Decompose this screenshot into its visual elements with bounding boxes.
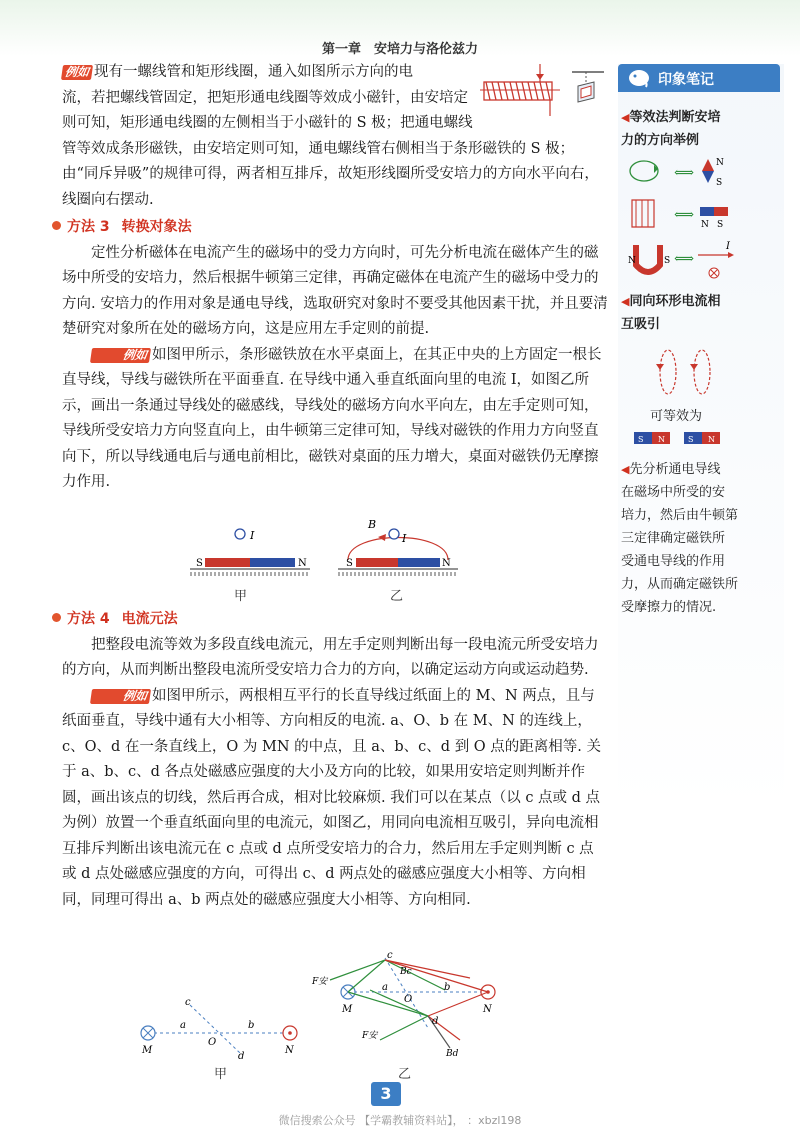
chapter-title: 第一章 安培力与洛伦兹力: [321, 42, 478, 57]
magnet-figure-jia: [190, 520, 310, 602]
example-3: 例如 如图甲所示，两根相互平行的长直导线过纸面上的 M、N 两点，且与纸面垂直，导线中通有大小相等、方向相反的电流. a、O、b 在 M、N 的连线上，c、O、d 在一条直线上，O 为 MN 的中点，且 a、b、c、d 到 O 点的距离相等. 关于 a、b、c、d 各点处磁感应强度的大小及方向的比较，如果用安培定则判断并作圆，画出该点的切线，然后再合成，相对比较麻烦. 我们可以在某点（以 c 点或 d 点为例）放置一个垂直纸面向里的电流元，如图乙，用同向电流相互吸引，异向电流相互排斥判断出该电流元在 c 点或 d 点所受安培力的合力，然后用左手定则判断 c 点或 d 点处磁感应强度的方向，可得出 c、d 两点处的磁感应强度大小相等、方向相同，同理可得出 a、b 两点处的磁感应强度大小相等、方向相同.: [62, 687, 602, 908]
svg-text:⟺: ⟺: [674, 251, 695, 267]
example-1-line4: 管等效成条形磁铁，由安培定则可知，通电螺线管右侧相当于条形磁铁的 S 极；由“同斥异吸”的规律可得，两者相互排斥，故矩形线圈所受安培力的方向水平向右，线圈向右摆动.: [62, 140, 599, 208]
note-2-heading: ◀同向环形电流相 互吸引: [621, 294, 721, 332]
pole-n-label: N: [628, 256, 636, 266]
point-b: b: [444, 982, 451, 993]
pole-n-label: N: [442, 558, 451, 569]
triangle-icon: ◀: [621, 463, 630, 476]
svg-text:⟺: ⟺: [674, 165, 695, 181]
equivalence-diagrams: [628, 155, 778, 290]
example-tag: 例如: [90, 348, 151, 363]
method-4-section: [62, 605, 608, 913]
method-3-heading: 方法 3 转换对象法: [52, 215, 608, 241]
page-number: 3: [371, 1082, 401, 1106]
force-label-1: F安: [312, 977, 328, 987]
field-label: B: [368, 518, 377, 531]
pole-n-label: N: [298, 558, 307, 569]
example-1: 例如 现有一螺线管和矩形线圈，通入如图所示方向的电: [62, 60, 478, 86]
bullet-icon: [52, 221, 61, 230]
pole-n-label: N: [716, 158, 724, 168]
note-1-heading: ◀等效法判断安培 力的方向举例: [621, 110, 721, 148]
sidebar-title: 印象笔记: [658, 72, 714, 88]
main-content: [62, 60, 608, 496]
method-3-paragraph: 定性分析磁体在电流产生的磁场中的受力方向时，可先分析电流在磁体产生的磁场中所受的安培力，然后根据牛顿第三定律，再确定磁体在电流产生的磁场中受力的方向. 安培力的作用对象是通电导线，选取研究对象时不要受其他因素干扰，并且要清楚研究对象所在处的磁场方向，这是应用左手定则的前提.: [62, 244, 608, 337]
pole-n-label: N: [658, 435, 665, 444]
wires-figure-jia: [130, 995, 310, 1060]
force-label-2: F安: [362, 1031, 378, 1041]
point-o: O: [208, 1037, 217, 1048]
pole-s-label: S: [196, 558, 203, 569]
ring-currents-diagram: [650, 345, 720, 400]
example-2: 例如 如图甲所示，条形磁铁放在水平桌面上，在其正中央的上方固定一根长直导线，导线与磁铁所在平面垂直. 在导线中通入垂直纸面向里的电流 I，如图乙所示，画出一条通过导线处的磁感线，导线处的磁场方向水平向左，由左手定则可知，导线所受安培力方向竖直向上，由牛顿第三定律可知，导线对磁铁的作用力方向竖直向下，所以导线通电后与通电前相比，磁铁对桌面的压力增大，桌面对磁铁仍无摩擦力作用.: [62, 346, 602, 490]
method-4-paragraph: 把整段电流等效为多段直线电流元，用左手定则判断出每一段电流元所受安培力的方向，从而判断出整段电流所受安培力合力的方向，以确定运动方向或运动趋势.: [62, 636, 599, 678]
point-d: d: [238, 1051, 245, 1060]
point-c: c: [387, 950, 393, 961]
example-1-line2: 流，若把螺线管固定，把矩形通电线圈等效成小磁针，由安培定: [62, 89, 468, 106]
pole-s-label: S: [717, 220, 724, 230]
current-label: I: [250, 529, 255, 542]
caption-jia-2: 甲: [214, 1067, 228, 1082]
wires-figure-yi: [310, 950, 510, 1060]
point-b: b: [248, 1020, 255, 1031]
pole-n-label: N: [701, 220, 709, 230]
point-a: a: [180, 1020, 186, 1031]
current-label: I: [402, 532, 407, 545]
point-a: a: [382, 982, 388, 993]
point-n: N: [483, 1004, 492, 1015]
caption-jia: 甲: [234, 589, 248, 604]
pole-s-label: S: [688, 435, 694, 444]
svg-text:⟺: ⟺: [674, 207, 695, 223]
equivalent-magnets: [634, 430, 754, 446]
triangle-icon: ◀: [621, 295, 630, 308]
point-d: d: [432, 1016, 439, 1027]
pole-s-label: S: [346, 558, 353, 569]
method-4-heading: 方法 4 电流元法: [52, 607, 608, 633]
example-1-line3: 则可知，矩形通电线圈的左侧相当于小磁针的 S 极；把通电螺线: [62, 115, 473, 131]
caption-yi-2: 乙: [398, 1067, 412, 1082]
sidebar-header: [618, 64, 780, 92]
caption-yi: 乙: [390, 589, 404, 604]
current-label: I: [726, 241, 730, 252]
bd-label: Bd: [446, 1049, 459, 1059]
note-3: ◀先分析通电导线 在磁场中所受的安 培力，然后由牛顿第 三定律确定磁铁所 受通电导线的作用 力，从而确定磁铁所 受摩擦力的情况.: [621, 462, 739, 615]
point-n: N: [285, 1045, 294, 1056]
equivalent-label: 可等效为: [650, 409, 703, 424]
pole-s-label: S: [638, 435, 644, 444]
pole-s-label: S: [664, 256, 671, 266]
footer-watermark: 微信搜索公众号 【学霸教辅资料站】， ：xbzl198: [278, 1114, 522, 1127]
example-tag: 例如: [61, 65, 93, 80]
bullet-icon: [52, 613, 61, 622]
example-tag: 例如: [90, 689, 151, 704]
point-o: O: [404, 994, 413, 1005]
elephant-icon: [626, 67, 652, 89]
triangle-icon: ◀: [621, 111, 630, 124]
point-m: M: [142, 1045, 153, 1056]
pole-s-label: S: [716, 178, 723, 188]
point-m: M: [342, 1004, 353, 1015]
pole-n-label: N: [708, 435, 715, 444]
bc-label: Bc: [400, 967, 412, 977]
point-c: c: [185, 997, 191, 1008]
